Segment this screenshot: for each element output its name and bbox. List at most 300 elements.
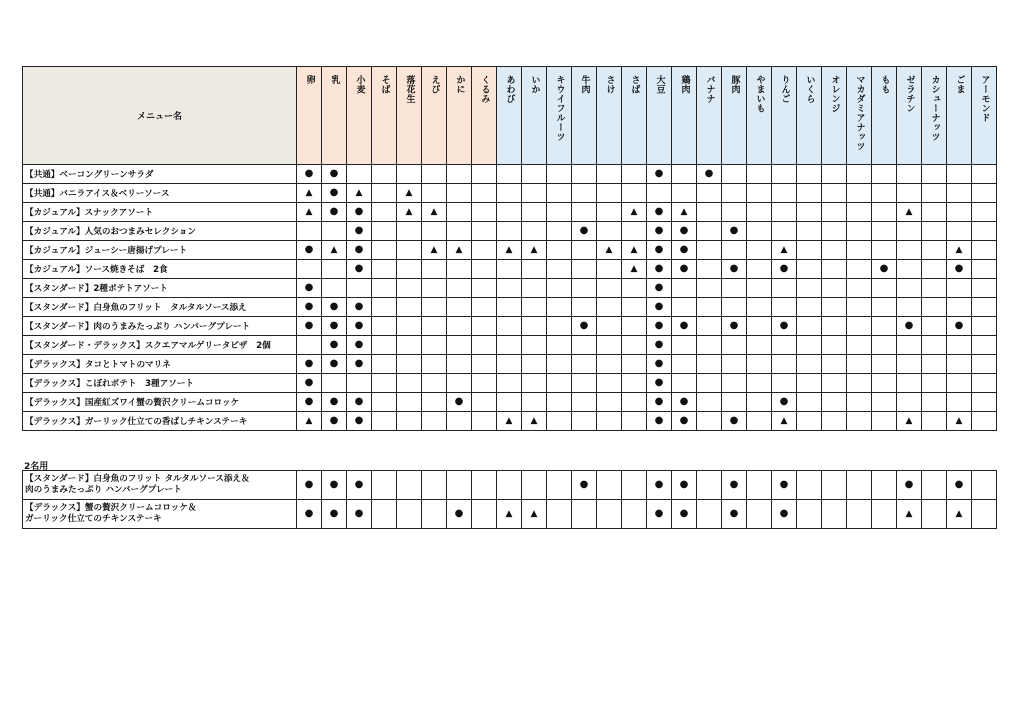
empty-cell xyxy=(747,279,772,298)
contains-mark: ● xyxy=(772,471,797,500)
may-contain-mark: ▲ xyxy=(897,500,922,529)
empty-cell xyxy=(872,471,897,500)
allergen-label: カシューナッツ xyxy=(929,75,940,142)
contains-mark: ● xyxy=(722,412,747,431)
empty-cell xyxy=(297,222,322,241)
empty-cell xyxy=(697,374,722,393)
allergen-header xyxy=(672,67,697,165)
empty-cell xyxy=(347,165,372,184)
empty-cell xyxy=(372,374,397,393)
may-contain-mark: ▲ xyxy=(297,412,322,431)
empty-cell xyxy=(972,222,997,241)
empty-cell xyxy=(422,393,447,412)
empty-cell xyxy=(697,471,722,500)
contains-mark: ● xyxy=(647,279,672,298)
empty-cell xyxy=(447,298,472,317)
empty-cell xyxy=(497,203,522,222)
allergen-header xyxy=(947,67,972,165)
empty-cell xyxy=(422,412,447,431)
empty-cell xyxy=(422,336,447,355)
two-person-table xyxy=(22,470,997,529)
empty-cell xyxy=(597,336,622,355)
contains-mark: ● xyxy=(297,165,322,184)
empty-cell xyxy=(422,471,447,500)
empty-cell xyxy=(772,355,797,374)
empty-cell xyxy=(672,279,697,298)
empty-cell xyxy=(697,279,722,298)
empty-cell xyxy=(947,393,972,412)
menu-name-line: 【スタンダード】白身魚のフリット タルタルソース添え＆ xyxy=(25,474,250,484)
allergen-label: オレンジ xyxy=(829,75,840,113)
empty-cell xyxy=(472,222,497,241)
empty-cell xyxy=(922,165,947,184)
empty-cell xyxy=(372,241,397,260)
allergen-header xyxy=(972,67,997,165)
empty-cell xyxy=(822,355,847,374)
empty-cell xyxy=(622,471,647,500)
empty-cell xyxy=(822,165,847,184)
empty-cell xyxy=(822,317,847,336)
empty-cell xyxy=(572,298,597,317)
empty-cell xyxy=(497,260,522,279)
contains-mark: ● xyxy=(672,393,697,412)
empty-cell xyxy=(972,412,997,431)
may-contain-mark: ▲ xyxy=(397,184,422,203)
contains-mark: ● xyxy=(572,222,597,241)
empty-cell xyxy=(472,374,497,393)
empty-cell xyxy=(972,355,997,374)
empty-cell xyxy=(797,241,822,260)
contains-mark: ● xyxy=(722,471,747,500)
empty-cell xyxy=(947,374,972,393)
contains-mark: ● xyxy=(872,260,897,279)
allergen-label: さば xyxy=(629,75,640,94)
contains-mark: ● xyxy=(647,203,672,222)
may-contain-mark: ▲ xyxy=(522,241,547,260)
empty-cell xyxy=(547,165,572,184)
contains-mark: ● xyxy=(347,500,372,529)
empty-cell xyxy=(922,393,947,412)
empty-cell xyxy=(422,260,447,279)
empty-cell xyxy=(422,184,447,203)
empty-cell xyxy=(447,165,472,184)
contains-mark: ● xyxy=(297,374,322,393)
empty-cell xyxy=(422,317,447,336)
empty-cell xyxy=(447,374,472,393)
empty-cell xyxy=(697,317,722,336)
empty-cell xyxy=(747,203,772,222)
allergen-header xyxy=(822,67,847,165)
empty-cell xyxy=(447,412,472,431)
allergen-label: キウイフルーツ xyxy=(554,75,565,142)
empty-cell xyxy=(747,317,772,336)
empty-cell xyxy=(372,336,397,355)
empty-cell xyxy=(972,203,997,222)
empty-cell xyxy=(872,203,897,222)
empty-cell xyxy=(697,336,722,355)
allergen-header xyxy=(597,67,622,165)
empty-cell xyxy=(347,374,372,393)
empty-cell xyxy=(897,374,922,393)
empty-cell xyxy=(472,298,497,317)
empty-cell xyxy=(622,184,647,203)
empty-cell xyxy=(972,500,997,529)
contains-mark: ● xyxy=(647,241,672,260)
empty-cell xyxy=(372,317,397,336)
allergen-header xyxy=(897,67,922,165)
empty-cell xyxy=(497,355,522,374)
empty-cell xyxy=(547,336,572,355)
empty-cell xyxy=(872,241,897,260)
empty-cell xyxy=(472,184,497,203)
allergen-label: かに xyxy=(454,75,465,94)
allergen-label: りんご xyxy=(779,75,790,104)
empty-cell xyxy=(947,355,972,374)
empty-cell xyxy=(397,336,422,355)
allergen-label: さけ xyxy=(604,75,615,94)
contains-mark: ● xyxy=(672,471,697,500)
empty-cell xyxy=(322,279,347,298)
empty-cell xyxy=(822,500,847,529)
empty-cell xyxy=(572,279,597,298)
empty-cell xyxy=(822,412,847,431)
may-contain-mark: ▲ xyxy=(497,241,522,260)
empty-cell xyxy=(597,317,622,336)
may-contain-mark: ▲ xyxy=(497,412,522,431)
allergen-header xyxy=(847,67,872,165)
empty-cell xyxy=(872,298,897,317)
empty-cell xyxy=(922,355,947,374)
allergen-label: えび xyxy=(429,75,440,94)
may-contain-mark: ▲ xyxy=(597,241,622,260)
empty-cell xyxy=(797,279,822,298)
empty-cell xyxy=(472,500,497,529)
empty-cell xyxy=(472,336,497,355)
allergen-label: 豚肉 xyxy=(729,75,740,94)
empty-cell xyxy=(747,241,772,260)
contains-mark: ● xyxy=(297,471,322,500)
empty-cell xyxy=(597,165,622,184)
empty-cell xyxy=(622,279,647,298)
empty-cell xyxy=(447,184,472,203)
menu-name: 【デラックス】タコとトマトのマリネ xyxy=(23,355,297,374)
allergen-label: いか xyxy=(529,75,540,94)
empty-cell xyxy=(372,165,397,184)
empty-cell xyxy=(297,336,322,355)
empty-cell xyxy=(847,317,872,336)
contains-mark: ● xyxy=(772,500,797,529)
empty-cell xyxy=(372,355,397,374)
allergen-label: 大豆 xyxy=(654,75,665,94)
contains-mark: ● xyxy=(672,260,697,279)
empty-cell xyxy=(972,165,997,184)
table-row xyxy=(23,165,997,184)
allergen-label: 牛肉 xyxy=(579,75,590,94)
empty-cell xyxy=(572,374,597,393)
allergen-header xyxy=(872,67,897,165)
empty-cell xyxy=(872,374,897,393)
empty-cell xyxy=(922,317,947,336)
empty-cell xyxy=(597,374,622,393)
contains-mark: ● xyxy=(322,184,347,203)
contains-mark: ● xyxy=(772,260,797,279)
empty-cell xyxy=(947,165,972,184)
empty-cell xyxy=(797,203,822,222)
table-row xyxy=(23,471,997,500)
empty-cell xyxy=(747,298,772,317)
empty-cell xyxy=(847,241,872,260)
empty-cell xyxy=(797,336,822,355)
empty-cell xyxy=(822,471,847,500)
contains-mark: ● xyxy=(647,298,672,317)
empty-cell xyxy=(947,336,972,355)
empty-cell xyxy=(397,298,422,317)
contains-mark: ● xyxy=(347,393,372,412)
empty-cell xyxy=(872,393,897,412)
contains-mark: ● xyxy=(647,471,672,500)
empty-cell xyxy=(822,203,847,222)
contains-mark: ● xyxy=(647,317,672,336)
empty-cell xyxy=(697,222,722,241)
may-contain-mark: ▲ xyxy=(297,184,322,203)
empty-cell xyxy=(847,336,872,355)
empty-cell xyxy=(872,184,897,203)
empty-cell xyxy=(772,336,797,355)
empty-cell xyxy=(922,241,947,260)
empty-cell xyxy=(397,412,422,431)
empty-cell xyxy=(397,393,422,412)
contains-mark: ● xyxy=(722,500,747,529)
empty-cell xyxy=(972,471,997,500)
empty-cell xyxy=(897,336,922,355)
menu-name: 【カジュアル】ソース焼きそば 2食 xyxy=(23,260,297,279)
contains-mark: ● xyxy=(647,412,672,431)
empty-cell xyxy=(372,393,397,412)
empty-cell xyxy=(322,374,347,393)
contains-mark: ● xyxy=(647,165,672,184)
empty-cell xyxy=(847,471,872,500)
empty-cell xyxy=(472,471,497,500)
empty-cell xyxy=(372,222,397,241)
empty-cell xyxy=(822,241,847,260)
contains-mark: ● xyxy=(772,317,797,336)
menu-name: 【デラックス】国産紅ズワイ蟹の贅沢クリームコロッケ xyxy=(23,393,297,412)
empty-cell xyxy=(597,222,622,241)
empty-cell xyxy=(397,355,422,374)
empty-cell xyxy=(972,317,997,336)
empty-cell xyxy=(797,317,822,336)
empty-cell xyxy=(547,412,572,431)
contains-mark: ● xyxy=(322,355,347,374)
empty-cell xyxy=(372,500,397,529)
empty-cell xyxy=(422,355,447,374)
empty-cell xyxy=(472,165,497,184)
menu-name-header: メニュー名 xyxy=(23,67,297,165)
empty-cell xyxy=(472,260,497,279)
allergen-label: バナナ xyxy=(704,75,715,104)
empty-cell xyxy=(872,222,897,241)
contains-mark: ● xyxy=(322,412,347,431)
empty-cell xyxy=(872,336,897,355)
empty-cell xyxy=(847,298,872,317)
empty-cell xyxy=(372,412,397,431)
contains-mark: ● xyxy=(297,355,322,374)
allergen-header xyxy=(622,67,647,165)
may-contain-mark: ▲ xyxy=(322,241,347,260)
empty-cell xyxy=(822,184,847,203)
empty-cell xyxy=(597,471,622,500)
allergen-header xyxy=(497,67,522,165)
empty-cell xyxy=(422,500,447,529)
empty-cell xyxy=(772,203,797,222)
empty-cell xyxy=(697,184,722,203)
empty-cell xyxy=(397,165,422,184)
may-contain-mark: ▲ xyxy=(772,412,797,431)
empty-cell xyxy=(397,260,422,279)
empty-cell xyxy=(447,279,472,298)
empty-cell xyxy=(847,184,872,203)
table-row xyxy=(23,500,997,529)
section-two-title: 2名用 xyxy=(24,462,49,472)
empty-cell xyxy=(847,260,872,279)
contains-mark: ● xyxy=(947,260,972,279)
empty-cell xyxy=(372,471,397,500)
allergen-table xyxy=(22,66,997,431)
empty-cell xyxy=(597,203,622,222)
allergen-label: マカダミアナッツ xyxy=(854,75,865,151)
menu-name: 【共通】バニラアイス＆ベリーソース xyxy=(23,184,297,203)
empty-cell xyxy=(747,393,772,412)
empty-cell xyxy=(747,184,772,203)
may-contain-mark: ▲ xyxy=(422,241,447,260)
empty-cell xyxy=(772,298,797,317)
empty-cell xyxy=(922,298,947,317)
contains-mark: ● xyxy=(697,165,722,184)
empty-cell xyxy=(447,203,472,222)
empty-cell xyxy=(372,203,397,222)
empty-cell xyxy=(497,298,522,317)
empty-cell xyxy=(897,298,922,317)
empty-cell xyxy=(497,317,522,336)
empty-cell xyxy=(622,355,647,374)
empty-cell xyxy=(497,279,522,298)
empty-cell xyxy=(447,260,472,279)
empty-cell xyxy=(522,203,547,222)
empty-cell xyxy=(947,279,972,298)
allergen-header xyxy=(922,67,947,165)
empty-cell xyxy=(697,500,722,529)
may-contain-mark: ▲ xyxy=(297,203,322,222)
may-contain-mark: ▲ xyxy=(522,500,547,529)
contains-mark: ● xyxy=(447,500,472,529)
contains-mark: ● xyxy=(297,393,322,412)
empty-cell xyxy=(497,165,522,184)
menu-name: 【スタンダード】2種ポテトアソート xyxy=(23,279,297,298)
contains-mark: ● xyxy=(672,500,697,529)
empty-cell xyxy=(897,279,922,298)
table-row xyxy=(23,298,997,317)
empty-cell xyxy=(597,279,622,298)
may-contain-mark: ▲ xyxy=(397,203,422,222)
allergen-label: もも xyxy=(879,75,890,94)
empty-cell xyxy=(572,203,597,222)
empty-cell xyxy=(397,222,422,241)
allergen-header xyxy=(372,67,397,165)
empty-cell xyxy=(922,184,947,203)
empty-cell xyxy=(747,500,772,529)
allergen-header xyxy=(397,67,422,165)
empty-cell xyxy=(922,203,947,222)
contains-mark: ● xyxy=(647,355,672,374)
contains-mark: ● xyxy=(322,317,347,336)
empty-cell xyxy=(947,222,972,241)
empty-cell xyxy=(372,184,397,203)
may-contain-mark: ▲ xyxy=(622,260,647,279)
empty-cell xyxy=(972,298,997,317)
allergen-header xyxy=(772,67,797,165)
allergen-label: 鶏肉 xyxy=(679,75,690,94)
empty-cell xyxy=(522,355,547,374)
empty-cell xyxy=(647,184,672,203)
contains-mark: ● xyxy=(297,241,322,260)
empty-cell xyxy=(672,374,697,393)
empty-cell xyxy=(747,471,772,500)
empty-cell xyxy=(747,336,772,355)
contains-mark: ● xyxy=(297,317,322,336)
contains-mark: ● xyxy=(647,374,672,393)
empty-cell xyxy=(697,298,722,317)
menu-name: 【カジュアル】ジューシー唐揚げプレート xyxy=(23,241,297,260)
contains-mark: ● xyxy=(947,471,972,500)
empty-cell xyxy=(422,374,447,393)
empty-cell xyxy=(922,500,947,529)
empty-cell xyxy=(897,393,922,412)
empty-cell xyxy=(747,222,772,241)
empty-cell xyxy=(622,374,647,393)
empty-cell xyxy=(522,165,547,184)
empty-cell xyxy=(772,374,797,393)
empty-cell xyxy=(947,203,972,222)
empty-cell xyxy=(972,374,997,393)
may-contain-mark: ▲ xyxy=(672,203,697,222)
empty-cell xyxy=(847,393,872,412)
empty-cell xyxy=(922,336,947,355)
menu-name: 【デラックス】ガーリック仕立ての香ばしチキンステーキ xyxy=(23,412,297,431)
empty-cell xyxy=(697,412,722,431)
empty-cell xyxy=(922,279,947,298)
contains-mark: ● xyxy=(322,203,347,222)
allergen-label: やまいも xyxy=(754,75,765,113)
contains-mark: ● xyxy=(722,260,747,279)
empty-cell xyxy=(472,241,497,260)
contains-mark: ● xyxy=(347,317,372,336)
empty-cell xyxy=(822,298,847,317)
empty-cell xyxy=(422,165,447,184)
empty-cell xyxy=(797,374,822,393)
allergen-header xyxy=(322,67,347,165)
empty-cell xyxy=(897,241,922,260)
empty-cell xyxy=(722,393,747,412)
empty-cell xyxy=(797,165,822,184)
table-row xyxy=(23,374,997,393)
may-contain-mark: ▲ xyxy=(947,241,972,260)
empty-cell xyxy=(847,355,872,374)
empty-cell xyxy=(472,355,497,374)
contains-mark: ● xyxy=(322,336,347,355)
empty-cell xyxy=(772,184,797,203)
empty-cell xyxy=(822,222,847,241)
empty-cell xyxy=(622,393,647,412)
